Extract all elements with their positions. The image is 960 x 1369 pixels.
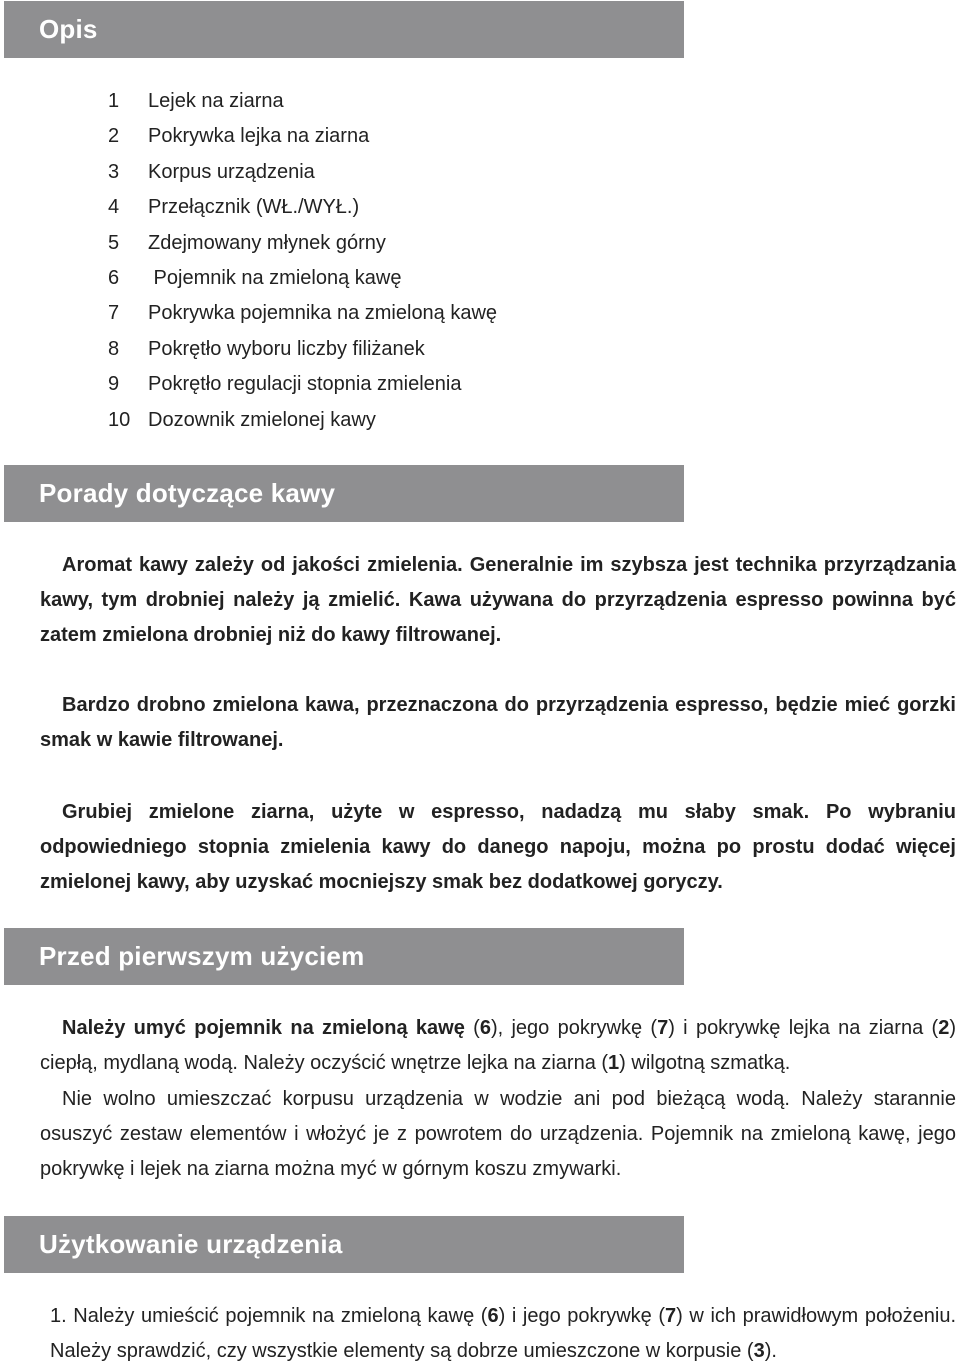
text-run: ) w ich prawidłowym położeniu. Należy sprawdzić, czy wszystkie elementy są dobrze umieszczone w korpusie (: [50, 1305, 956, 1362]
item-number: 8: [108, 337, 120, 360]
first-use-paragraph-2: Nie wolno umieszczać korpusu urządzenia w wodzie ani pod bieżącą wodą. Należy starannie osuszyć zestaw elementów i włożyć je z powrotem do urządzenia. Pojemnik na zmieloną kawę, jego pokrywkę i lejek na ziarna można myć w górnym koszu zmywarki.: [40, 1088, 956, 1180]
item-number: 2: [108, 125, 120, 148]
list-item: [108, 226, 497, 261]
usage-step-1: [50, 1299, 956, 1369]
item-label: Dozownik zmielonej kawy: [148, 408, 376, 431]
parts-list: [108, 84, 497, 438]
item-number: 7: [108, 302, 120, 325]
part-ref-2: 2: [938, 1017, 950, 1039]
item-number: 1: [108, 90, 120, 112]
item-label: Pojemnik na zmieloną kawę: [148, 267, 402, 290]
item-label: Pokrywka lejka na ziarna: [148, 125, 370, 148]
item-number: 10: [108, 408, 131, 431]
section-header-porady: Porady dotyczące kawy: [4, 465, 684, 522]
section-header-uzytkowanie: Użytkowanie urządzenia: [4, 1216, 684, 1273]
list-item: [108, 296, 497, 331]
part-ref-7: 7: [657, 1017, 669, 1039]
item-number: 3: [108, 160, 120, 183]
list-item: [108, 332, 497, 367]
text-run: ) i pokrywkę lejka na ziarna (: [668, 1017, 939, 1039]
list-item: [108, 261, 497, 296]
coffee-tip-paragraph-2: Bardzo drobno zmielona kawa, przeznaczona do przyrządzenia espresso, będzie mieć gorzki smak w kawie filtrowanej.: [40, 694, 956, 751]
part-ref-6: 6: [487, 1305, 499, 1327]
part-ref-1: 1: [608, 1052, 620, 1074]
item-label: Pokrętło wyboru liczby filiżanek: [148, 337, 425, 360]
text-run: ) wilgotną szmatką.: [619, 1052, 791, 1074]
text-run: ).: [764, 1340, 777, 1362]
item-number: 5: [108, 231, 120, 254]
first-use-paragraph-1: [40, 1011, 956, 1081]
item-number: 6: [108, 267, 120, 290]
text-run: ) i jego pokrywkę (: [498, 1305, 666, 1327]
part-ref-3: 3: [753, 1340, 765, 1362]
item-label: Przełącznik (WŁ./WYŁ.): [148, 196, 360, 219]
list-item: [108, 119, 497, 154]
item-label: Pokrywka pojemnika na zmieloną kawę: [148, 302, 498, 325]
list-item: [108, 403, 497, 438]
coffee-tip-paragraph-3: Grubiej zmielone ziarna, użyte w espresso, nadadzą mu słaby smak. Po wybraniu odpowiedniego stopnia zmielenia kawy do danego napoju, można po prostu dodać więcej zmielonej kawy, aby uzyskać mocniejszy smak bez dodatkowej goryczy.: [40, 801, 956, 893]
list-item: [108, 84, 497, 119]
text-run: ), jego pokrywkę (: [490, 1017, 658, 1039]
coffee-tip-paragraph-1: Aromat kawy zależy od jakości zmielenia. Generalnie im szybsza jest technika przyrządzania kawy, tym drobniej należy ją zmielić. Kawa używana do przyrządzenia espresso powinna być zatem zmielona drobniej niż do kawy filtrowanej.: [40, 554, 956, 646]
item-label: Lejek na ziarna: [148, 90, 284, 112]
text-run: ) ciepłą, mydlaną wodą. Należy oczyścić wnętrze lejka na ziarna (: [40, 1017, 956, 1074]
list-item: [108, 367, 497, 402]
item-label: Korpus urządzenia: [148, 160, 315, 183]
section-header-przed-uzyciem: Przed pierwszym użyciem: [4, 928, 684, 985]
item-label: Pokrętło regulacji stopnia zmielenia: [148, 373, 462, 396]
first-use-bold-intro: Należy umyć pojemnik na zmieloną kawę: [62, 1017, 465, 1039]
text-run: 1. Należy umieścić pojemnik na zmieloną kawę (: [50, 1305, 488, 1327]
text-run: (: [464, 1017, 480, 1039]
list-item: [108, 190, 497, 225]
part-ref-6: 6: [479, 1017, 491, 1039]
list-item: [108, 155, 497, 190]
item-number: 4: [108, 196, 120, 219]
part-ref-7: 7: [665, 1305, 677, 1327]
item-number: 9: [108, 373, 120, 396]
section-header-opis: Opis: [4, 1, 684, 58]
item-label: Zdejmowany młynek górny: [148, 231, 386, 254]
